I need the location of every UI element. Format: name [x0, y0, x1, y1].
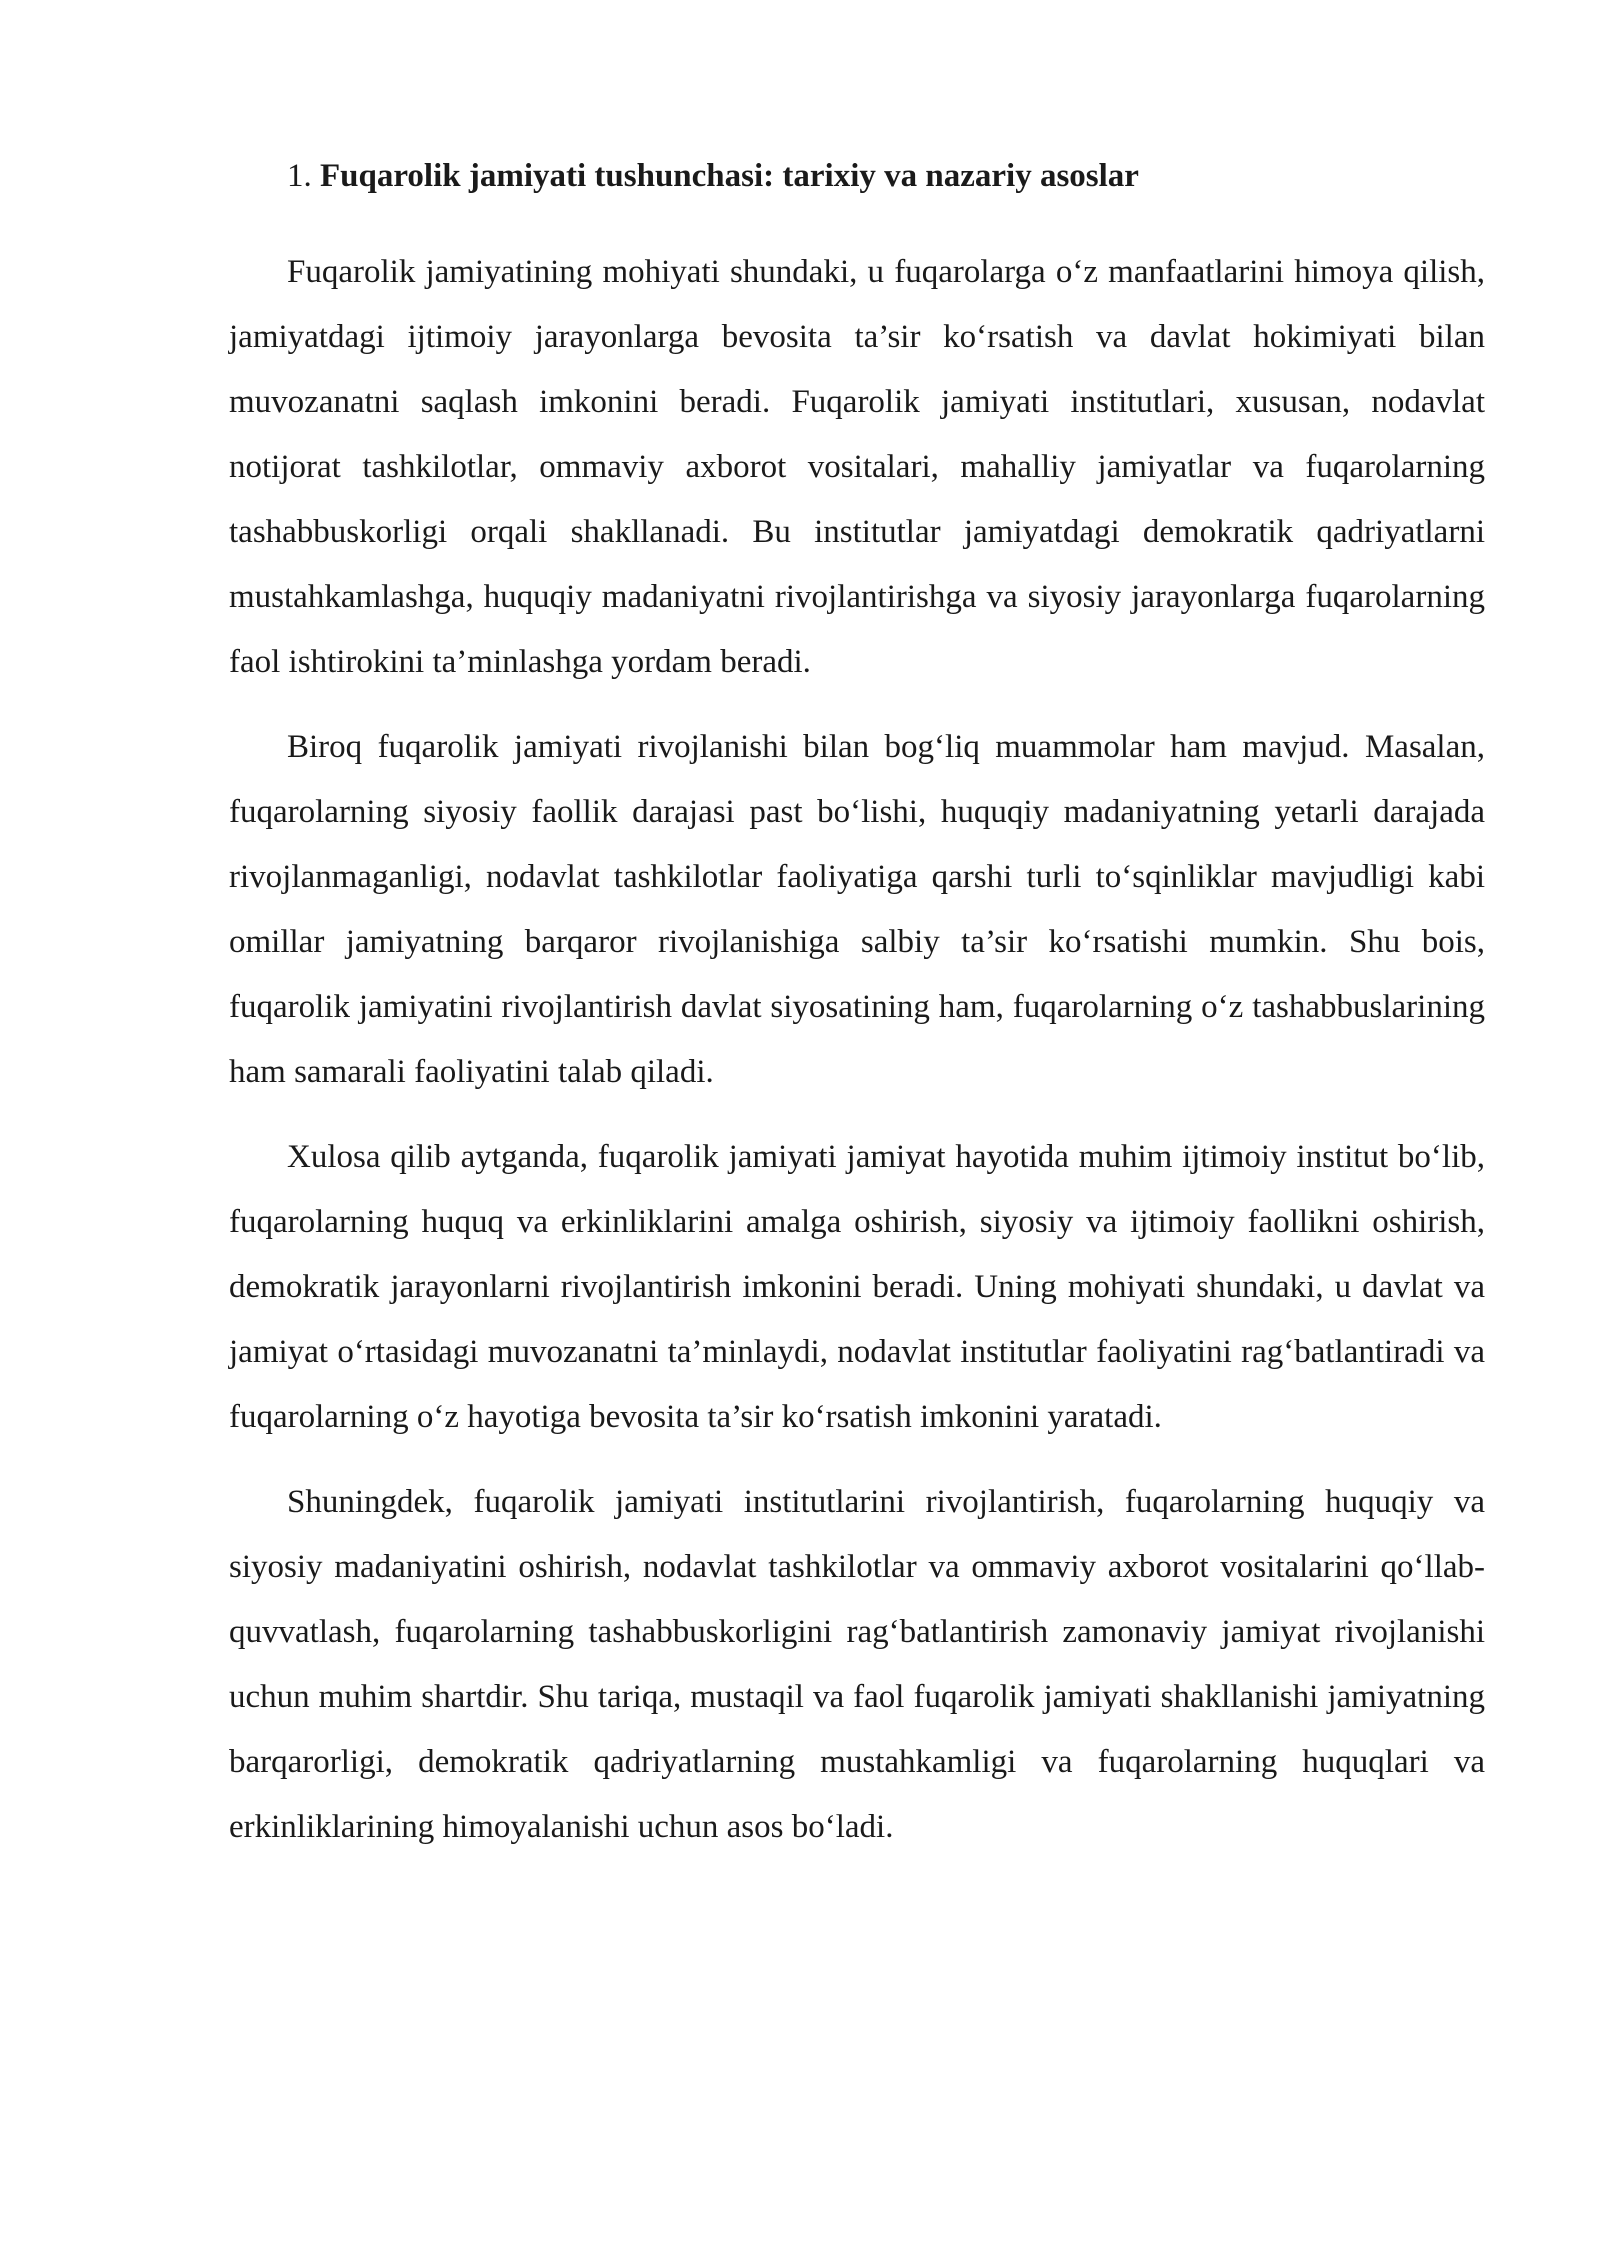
section-number: 1.: [287, 158, 320, 194]
paragraph-1: Fuqarolik jamiyatining mohiyati shundaki, u fuqarolarga o‘z manfaatlarini himoya qilish, jamiyatdagi ijtimoiy jarayonlarga bevosita ta’sir ko‘rsatish va davlat hokimiyati bilan muvozanatni saqlash imkonini beradi. Fuqarolik jamiyati institutlari, xususan, nodavlat notijorat tashkilotlar, ommaviy axborot vositalari, mahalliy jamiyatlar va fuqarolarning tashabbuskorligi orqali shakllanadi. Bu institutlar jamiyatdagi demokratik qadriyatlarni mustahkamlashga, huquqiy madaniyatni rivojlantirishga va siyosiy jarayonlarga fuqarolarning faol ishtirokini ta’minlashga yordam beradi.: [229, 254, 1485, 680]
paragraph-2: Biroq fuqarolik jamiyati rivojlanishi bilan bog‘liq muammolar ham mavjud. Masalan, fuqarolarning siyosiy faollik darajasi past bo‘lishi, huquqiy madaniyatning yetarli darajada rivojlanmaganligi, nodavlat tashkilotlar faoliyatiga qarshi turli to‘sqinliklar mavjudligi kabi omillar jamiyatning barqaror rivojlanishiga salbiy ta’sir ko‘rsatishi mumkin. Shu bois, fuqarolik jamiyatini rivojlantirish davlat siyosatining ham, fuqarolarning o‘z tashabbuslarining ham samarali faoliyatini talab qiladi.: [229, 729, 1485, 1090]
paragraph-3: Xulosa qilib aytganda, fuqarolik jamiyati jamiyat hayotida muhim ijtimoiy institut bo‘lib, fuqarolarning huquq va erkinliklarini amalga oshirish, siyosiy va ijtimoiy faollikni oshirish, demokratik jarayonlarni rivojlantirish imkonini beradi. Uning mohiyati shundaki, u davlat va jamiyat o‘rtasidagi muvozanatni ta’minlaydi, nodavlat institutlar faoliyatini rag‘batlantiradi va fuqarolarning o‘z hayotiga bevosita ta’sir ko‘rsatish imkonini yaratadi.: [229, 1139, 1485, 1435]
document-page: [229, 148, 1485, 1880]
section-title: Fuqarolik jamiyati tushunchasi: tarixiy va nazariy asoslar: [320, 158, 1139, 194]
section-heading: [229, 148, 1485, 204]
paragraph-4: Shuningdek, fuqarolik jamiyati institutlarini rivojlantirish, fuqarolarning huquqiy va siyosiy madaniyatini oshirish, nodavlat tashkilotlar va ommaviy axborot vositalarini qo‘llab-quvvatlash, fuqarolarning tashabbuskorligini rag‘batlantirish zamonaviy jamiyat rivojlanishi uchun muhim shartdir. Shu tariqa, mustaqil va faol fuqarolik jamiyati shakllanishi jamiyatning barqarorligi, demokratik qadriyatlarning mustahkamligi va fuqarolarning huquqlari va erkinliklarining himoyalanishi uchun asos bo‘ladi.: [229, 1484, 1485, 1845]
